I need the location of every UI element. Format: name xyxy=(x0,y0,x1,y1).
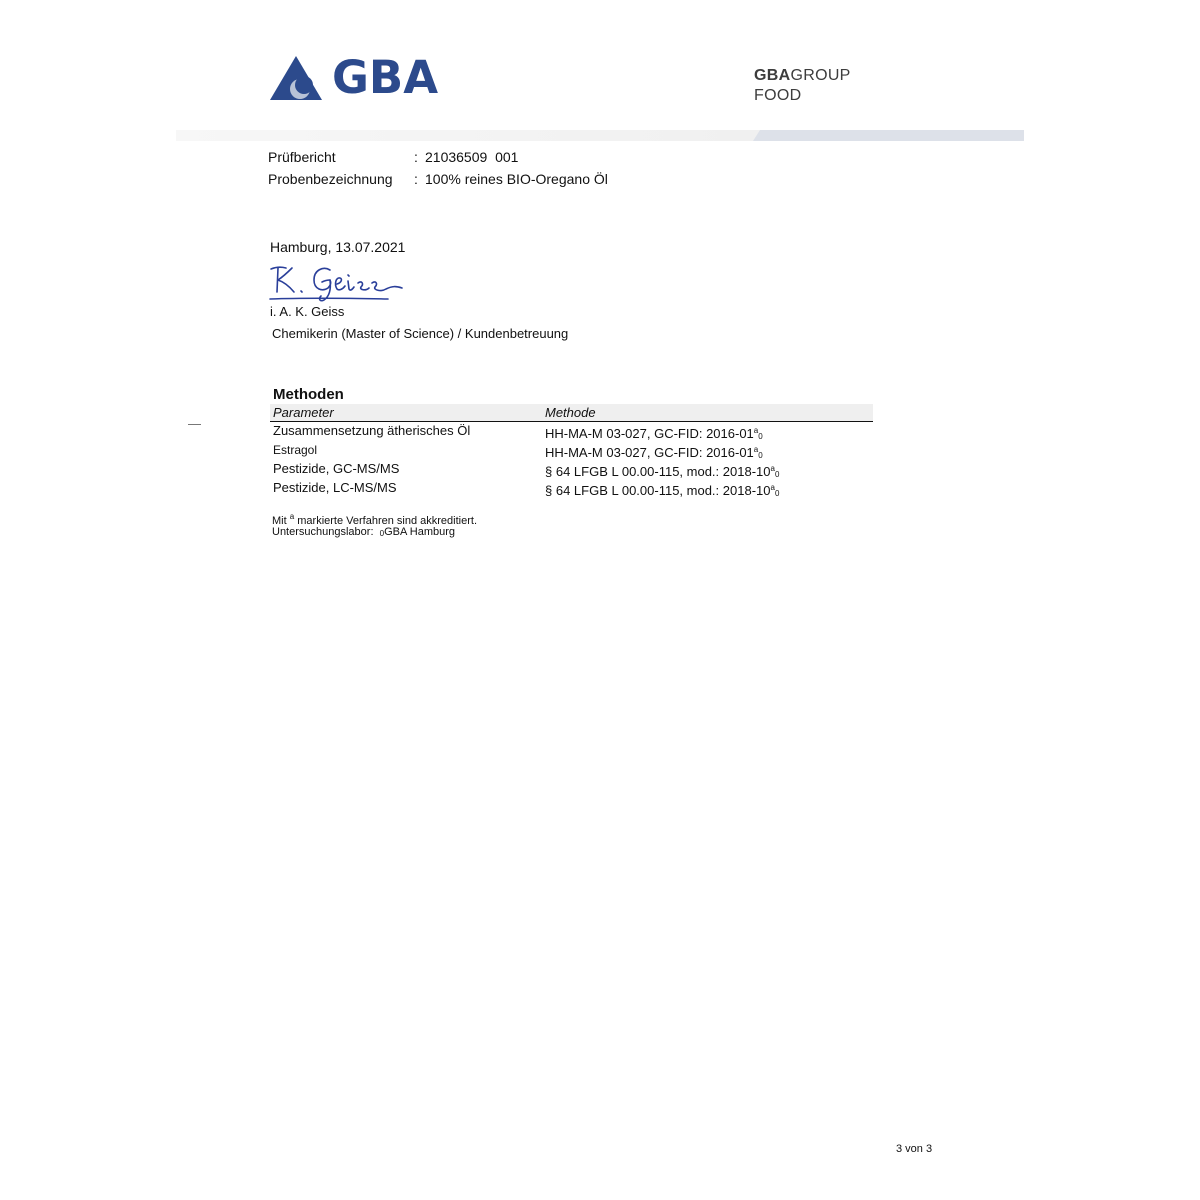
col-method: Methode xyxy=(545,405,596,420)
report-sep: : xyxy=(414,149,418,165)
gba-logo xyxy=(268,51,440,104)
margin-mark xyxy=(188,424,201,425)
gba-triangle-logo-icon xyxy=(268,54,328,102)
row-method: HH-MA-M 03-027, GC-FID: 2016-01$^a$0 xyxy=(545,445,763,460)
group-rest: GROUP xyxy=(790,67,851,84)
row-method: § 64 LFGB L 00.00-115, mod.: 2018-10$^a$0 xyxy=(545,483,780,498)
accreditation-note: Mit $^a$ markierte Verfahren sind akkreditiert. xyxy=(272,512,477,527)
sample-label: Probenbezeichnung xyxy=(268,171,393,187)
handwritten-signature xyxy=(268,262,418,304)
group-bold: GBA xyxy=(754,67,791,84)
group-food: FOOD xyxy=(754,87,802,104)
row-parameter: Estragol xyxy=(273,443,318,457)
row-method: HH-MA-M 03-027, GC-FID: 2016-01$^a$0 xyxy=(545,426,763,441)
row-method: § 64 LFGB L 00.00-115, mod.: 2018-10$^a$0 xyxy=(545,464,780,479)
methods-title: Methoden xyxy=(273,386,344,403)
logo-wordmark: GBA xyxy=(332,51,439,104)
table-row xyxy=(273,441,873,459)
col-parameter: Parameter xyxy=(273,405,334,420)
header-band xyxy=(176,130,1024,141)
report-label: Prüfbericht xyxy=(268,149,336,165)
group-food-label xyxy=(754,66,851,106)
signer-role: Chemikerin (Master of Science) / Kundenbetreuung xyxy=(272,326,569,341)
lab-note: Untersuchungslabor: 0GBA Hamburg xyxy=(272,526,456,538)
report-number: 21036509 001 xyxy=(425,149,519,165)
sample-sep: : xyxy=(414,171,418,187)
signer-name: i. A. K. Geiss xyxy=(270,304,345,319)
row-parameter: Zusammensetzung ätherisches Öl xyxy=(273,423,471,438)
table-row xyxy=(273,422,873,440)
row-parameter: Pestizide, LC-MS/MS xyxy=(273,480,397,495)
page-number: 3 von 3 xyxy=(896,1143,933,1155)
methods-table-header xyxy=(270,404,873,422)
sample-name: 100% reines BIO-Oregano Öl xyxy=(425,171,608,187)
place-date: Hamburg, 13.07.2021 xyxy=(270,239,406,255)
table-row xyxy=(273,460,873,478)
table-row xyxy=(273,479,873,497)
row-parameter: Pestizide, GC-MS/MS xyxy=(273,461,400,476)
